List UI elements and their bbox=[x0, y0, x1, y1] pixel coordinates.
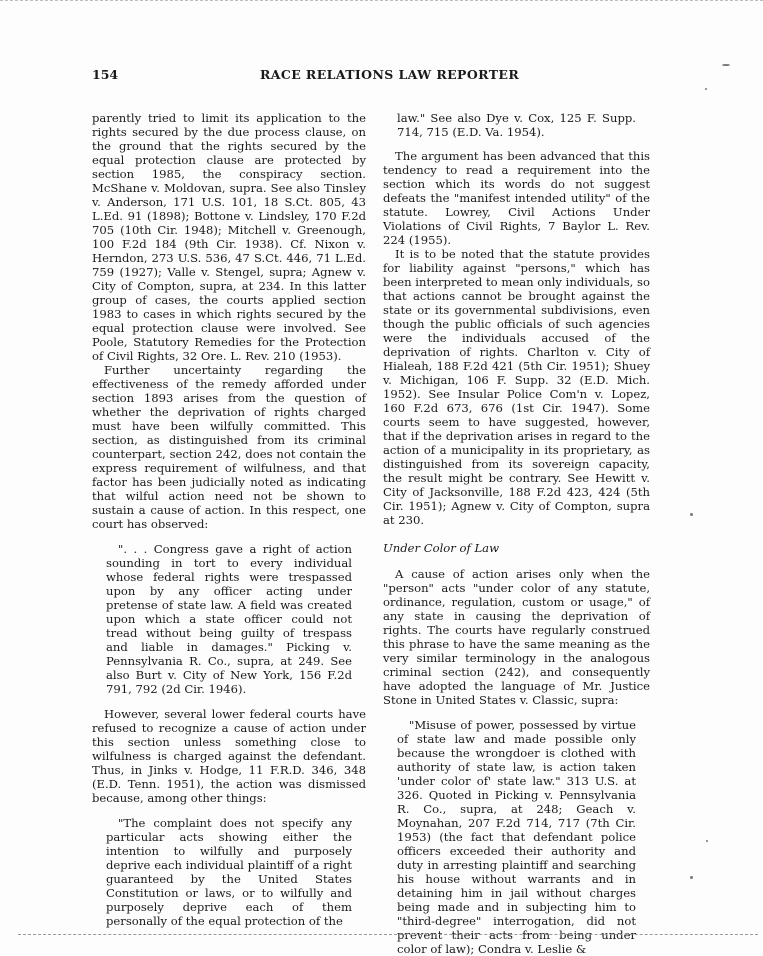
page-number: 154 bbox=[92, 67, 119, 82]
left-block-quote-2: "The complaint does not specify any particular acts showing either the intention to wilfully and purposely deprive each individual plaintiff of a right guaranteed by the United States Constitution or laws, or to wilfully and purposely deprive each of them personally of the equal protection of the bbox=[106, 816, 352, 928]
left-paragraph-1: parently tried to limit its application to the rights secured by the due process clause, on the ground that the rights secured by the equal protection clause are protected by section 1985, the conspiracy section. McShane v. Moldovan, supra. See also Tinsley v. Anderson, 171 U.S. 101, 18 S.Ct. 805, 43 L.Ed. 91 (1898); Bottone v. Lindsley, 170 F.2d 705 (10th Cir. 1948); Mitchell v. Greenough, 100 F.2d 184 (9th Cir. 1938). Cf. Nixon v. Herndon, 273 U.S. 536, 47 S.Ct. 446, 71 L.Ed. 759 (1927); Valle v. Stengel, supra; Agnew v. City of Compton, supra, at 234. In this latter group of cases, the courts applied section 1983 to cases in which rights secured by the equal protection clause were involved. See Poole, Statutory Remedies for the Protection of Civil Rights, 32 Ore. L. Rev. 210 (1953). bbox=[92, 111, 366, 363]
right-column bbox=[383, 111, 650, 956]
bottom-scan-border bbox=[18, 934, 758, 935]
left-column bbox=[92, 111, 366, 928]
running-head: RACE RELATIONS LAW REPORTER bbox=[260, 67, 520, 82]
right-quote-continuation: law." See also Dye v. Cox, 125 F. Supp. 714, 715 (E.D. Va. 1954). bbox=[397, 111, 636, 139]
left-paragraph-3: However, several lower federal courts have refused to recognize a cause of action under this section unless something close to wilfulness is charged against the defendant. Thus, in Jinks v. Hodge, 11 F.R.D. 346, 348 (E.D. Tenn. 1951), the action was dismissed because, among other things: bbox=[92, 707, 366, 805]
left-block-quote-1: ". . . Congress gave a right of action sounding in tort to every individual whose federal rights were trespassed upon by any officer acting under pretense of state law. A field was created upon which a state officer could not tread without being guilty of trespass and liable in damages." Picking v. Pennsylvania R. Co., supra, at 249. See also Burt v. City of New York, 156 F.2d 791, 792 (2d Cir. 1946). bbox=[106, 542, 352, 696]
right-paragraph-3: A cause of action arises only when the "person" acts "under color of any statute, ordinance, regulation, custom or usage," of any state in causing the deprivation of rights. The courts have regularly construed this phrase to have the same meaning as the very similar terminology in the analogous criminal section (242), and consequently have adopted the language of Mr. Justice Stone in United States v. Classic, supra: bbox=[383, 567, 650, 707]
top-scan-border bbox=[0, 0, 763, 1]
right-block-quote: "Misuse of power, possessed by virtue of state law and made possible only because the wrongdoer is clothed with authority of state law, is action taken 'under color of' state law." 313 U.S. at 326. Quoted in Picking v. Pennsylvania R. Co., supra, at 248; Geach v. Moynahan, 207 F.2d 714, 717 (7th Cir. 1953) (the fact that defendant police officers exceeded their authority and duty in arresting plaintiff and searching his house without warrants and in detaining him in jail without charges being made and in subjecting him to "third-degree" interrogation, did not prevent their acts from being under color of law); Condra v. Leslie & bbox=[397, 718, 636, 956]
page-header bbox=[92, 67, 652, 85]
scan-speck bbox=[706, 840, 708, 842]
scan-speck bbox=[705, 88, 707, 90]
left-paragraph-2: Further uncertainty regarding the effectiveness of the remedy afforded under section 1893 arises from the question of whether the deprivation of rights charged must have been wilfully committed. This section, as distinguished from its criminal counterpart, section 242, does not contain the express requirement of wilfulness, and that factor has been judicially noted as indicating that wilful action need not be shown to sustain a cause of action. In this respect, one court has observed: bbox=[92, 363, 366, 531]
section-heading: Under Color of Law bbox=[383, 541, 500, 555]
scan-speck bbox=[690, 513, 693, 516]
scan-speck bbox=[690, 876, 693, 879]
right-paragraph-1: The argument has been advanced that this tendency to read a requirement into the section which its words do not suggest defeats the "manifest intended utility" of the statute. Lowrey, Civil Actions Under Violations of Civil Rights, 7 Baylor L. Rev. 224 (1955). bbox=[383, 149, 650, 247]
right-paragraph-2: It is to be noted that the statute provides for liability against "persons," which has been interpreted to mean only individuals, so that actions cannot be brought against the state or its governmental subdivisions, even though the public officials of such agencies were the individuals accused of the deprivation of rights. Charlton v. City of Hialeah, 188 F.2d 421 (5th Cir. 1951); Shuey v. Michigan, 106 F. Supp. 32 (E.D. Mich. 1952). See Insular Police Com'n v. Lopez, 160 F.2d 673, 676 (1st Cir. 1947). Some courts seem to have suggested, however, that if the deprivation arises in regard to the action of a municipality in its proprietary, as distinguished from its sovereign capacity, the result might be contrary. See Hewitt v. City of Jacksonville, 188 F.2d 423, 424 (5th Cir. 1951); Agnew v. City of Compton, supra at 230. bbox=[383, 247, 650, 527]
scan-speck bbox=[722, 64, 730, 66]
